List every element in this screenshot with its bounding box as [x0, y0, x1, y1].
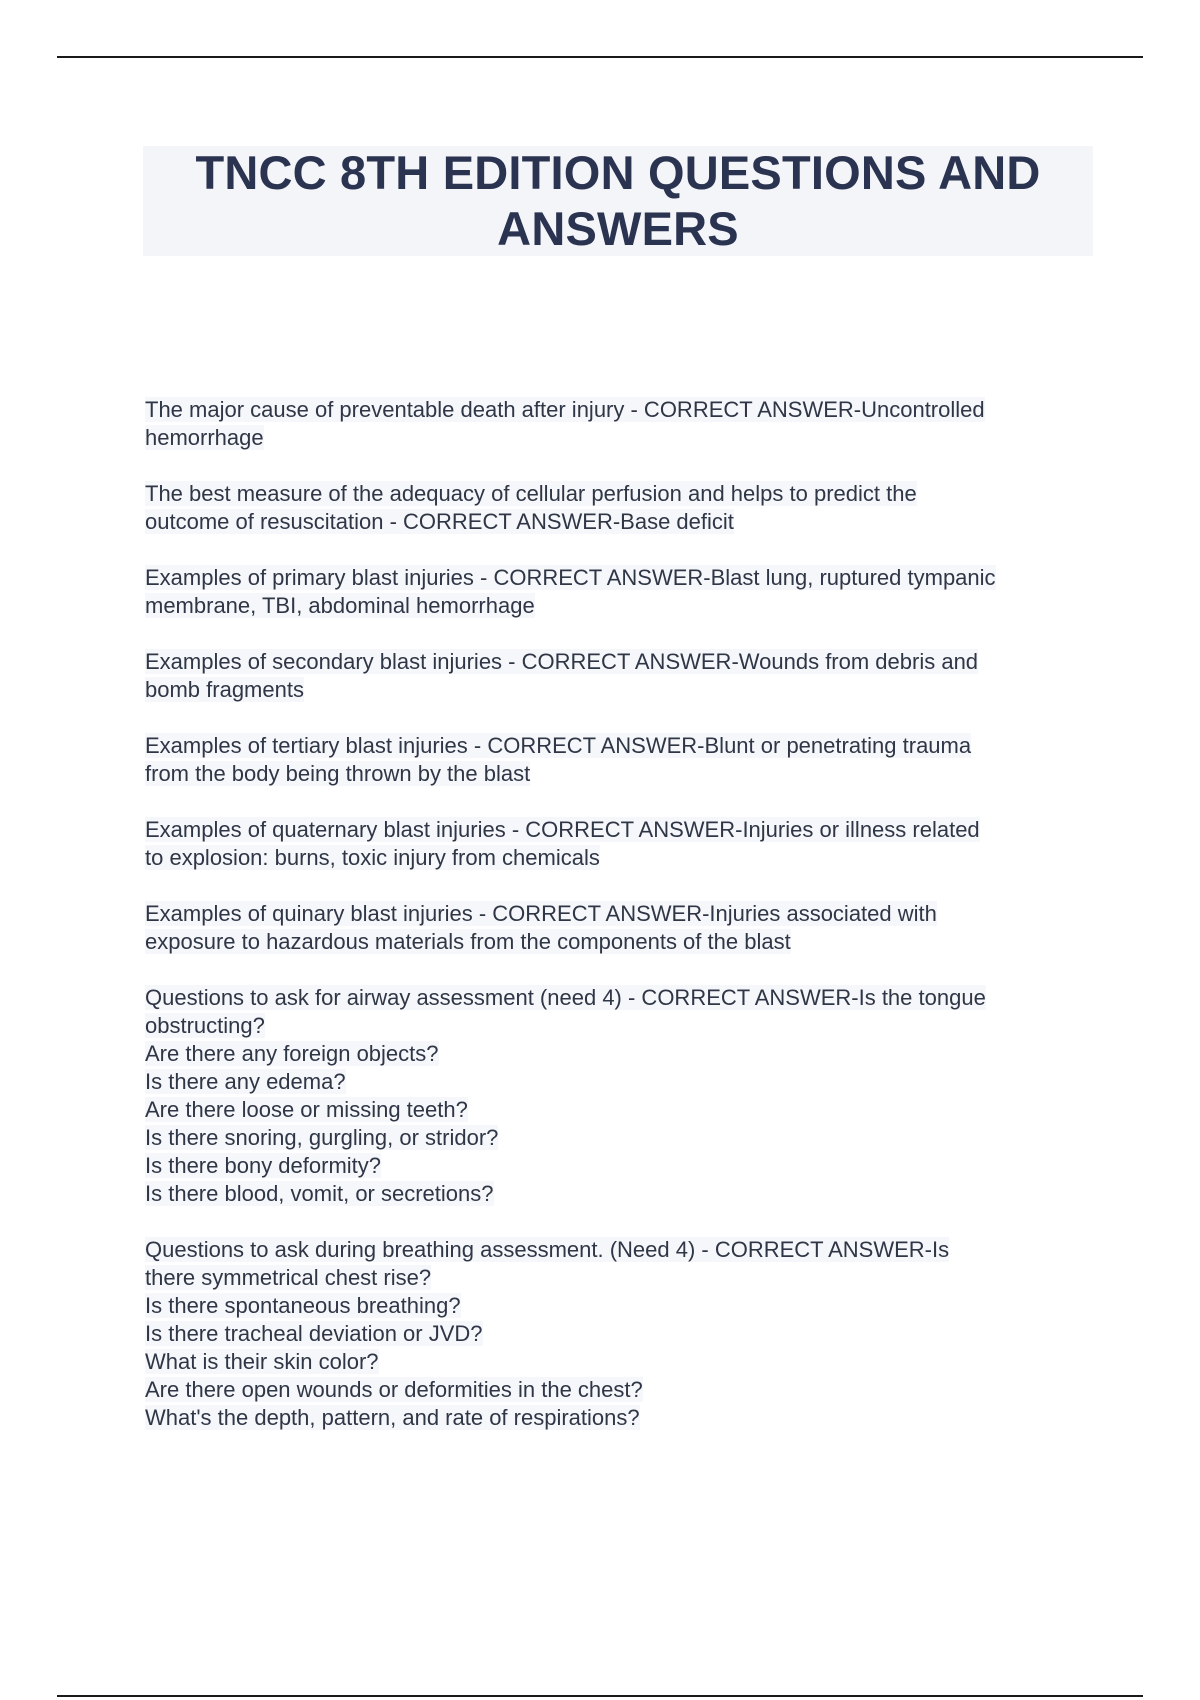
- qa-item-text: The best measure of the adequacy of cellular perfusion and helps to predict the outcome of resuscitation - CORRECT ANSWER-Base deficit: [145, 481, 917, 534]
- qa-item-text: Examples of primary blast injuries - CORRECT ANSWER-Blast lung, ruptured tympanic membrane, TBI, abdominal hemorrhage: [145, 565, 996, 618]
- qa-item: [145, 396, 1105, 452]
- page-title: TNCC 8TH EDITION QUESTIONS AND ANSWERS: [195, 146, 1041, 255]
- qa-item-text: The major cause of preventable death after injury - CORRECT ANSWER-Uncontrolled hemorrhage: [145, 397, 985, 450]
- qa-item: [145, 816, 1105, 872]
- qa-item: [145, 648, 1105, 704]
- qa-item-text: Questions to ask during breathing assessment. (Need 4) - CORRECT ANSWER-Is there symmetrical chest rise? Is there spontaneous breathing? Is there tracheal deviation or JVD? What is their skin color? Are there open wounds or deformities in the chest? What's the depth, pattern, and rate of respirations?: [145, 1237, 950, 1430]
- qa-item-text: Examples of secondary blast injuries - CORRECT ANSWER-Wounds from debris and bomb fragments: [145, 649, 979, 702]
- qa-list: [145, 396, 1105, 1460]
- qa-item: [145, 1236, 1105, 1432]
- bottom-divider: [57, 1695, 1143, 1697]
- title-banner: [143, 146, 1093, 256]
- qa-item-text: Examples of tertiary blast injuries - CORRECT ANSWER-Blunt or penetrating trauma from the body being thrown by the blast: [145, 733, 972, 786]
- qa-item: [145, 480, 1105, 536]
- top-divider: [57, 56, 1143, 58]
- qa-item-text: Questions to ask for airway assessment (need 4) - CORRECT ANSWER-Is the tongue obstructing? Are there any foreign objects? Is there any edema? Are there loose or missing teeth? Is there snoring, gurgling, or stridor? Is there bony deformity? Is there blood, vomit, or secretions?: [145, 985, 986, 1206]
- qa-item-text: Examples of quaternary blast injuries - CORRECT ANSWER-Injuries or illness related to explosion: burns, toxic injury from chemicals: [145, 817, 980, 870]
- qa-item: [145, 984, 1105, 1208]
- qa-item-text: Examples of quinary blast injuries - CORRECT ANSWER-Injuries associated with exposure to hazardous materials from the components of the blast: [145, 901, 937, 954]
- qa-item: [145, 732, 1105, 788]
- qa-item: [145, 564, 1105, 620]
- qa-item: [145, 900, 1105, 956]
